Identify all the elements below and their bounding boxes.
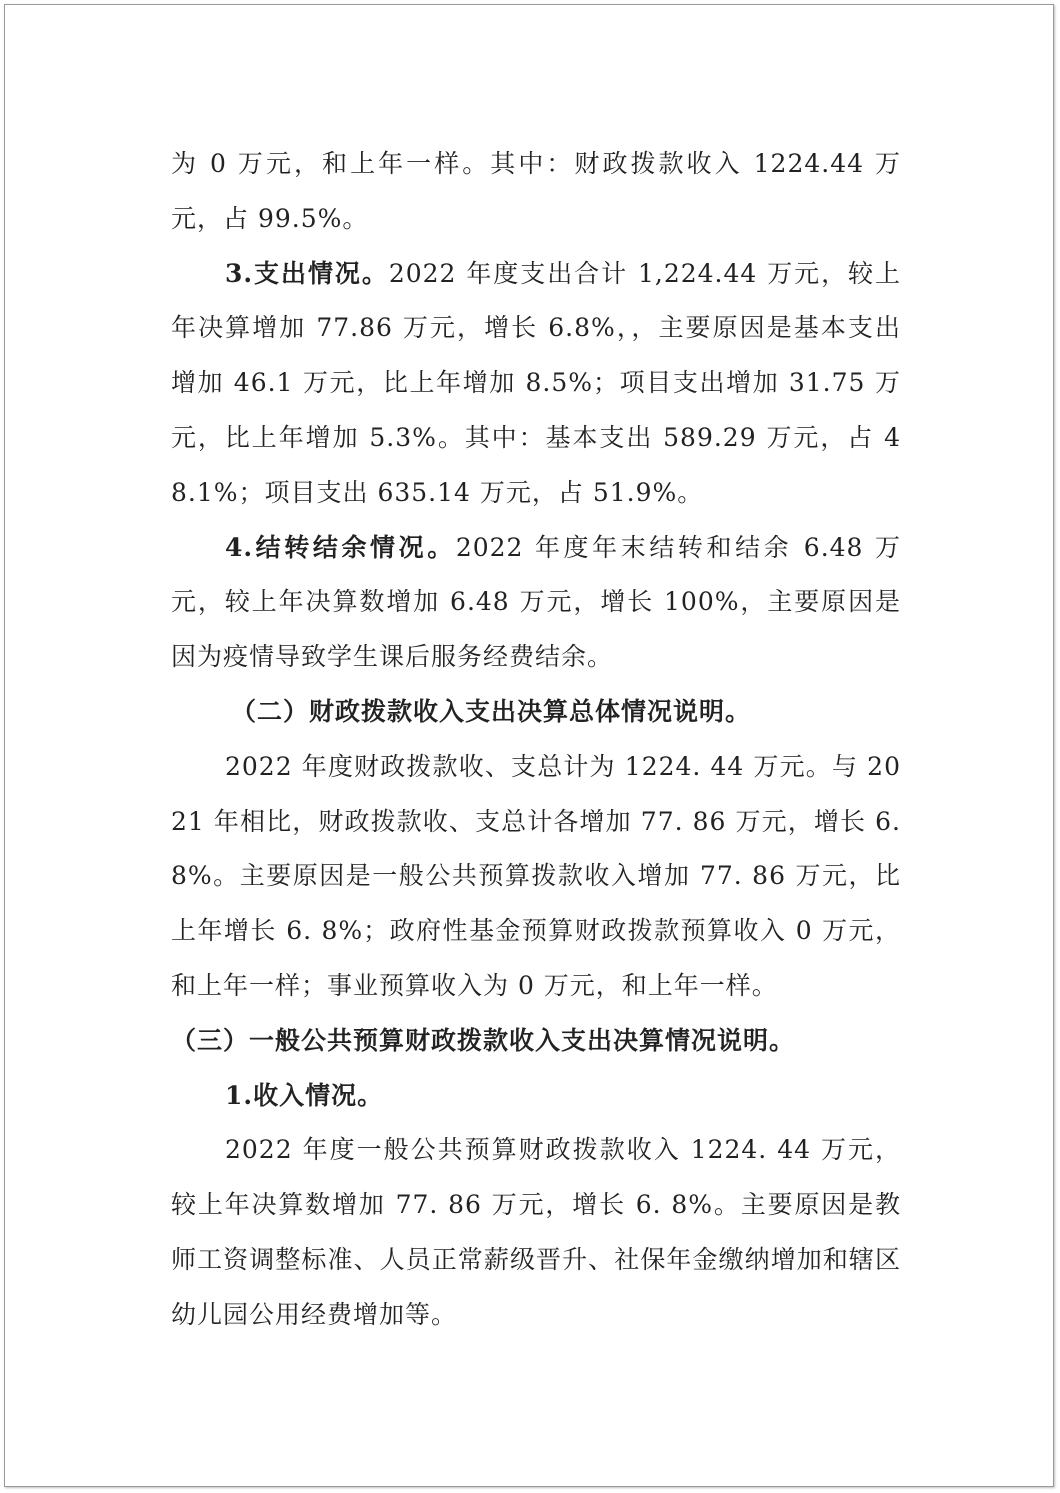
section-2-heading: （二）财政拨款收入支出决算总体情况说明。 xyxy=(231,696,752,726)
paragraph-balance-text: 2022 年度年末结转和结余 6.48 万元，较上年决算数增加 6.48 万元，增长 100%，主要原因是因为疫情导致学生课后服务经费结余。 xyxy=(171,532,901,672)
document-body xyxy=(171,137,901,1343)
paragraph-income: 2022 年度一般公共预算财政拨款收入 1224. 44 万元，较上年决算数增加 77. 86 万元，增长 6. 8%。主要原因是教师工资调整标准、人员正常薪级晋升、社保年金缴纳增加和辖区幼儿园公用经费增加等。 xyxy=(171,1135,901,1329)
paragraph-balance-heading: 4.结转结余情况。 xyxy=(225,532,456,562)
paragraph-expense-text: 2022 年度支出合计 1,224.44 万元，较上年决算增加 77.86 万元，增长 6.8%，，主要原因是基本支出增加 46.1 万元，比上年增加 8.5%；项目支出增加 31.75 万元，比上年增加 5.3%。其中：基本支出 589.29 万元，占 48.1%；项目支出 635.14 万元，占 51.9%。 xyxy=(171,258,902,507)
paragraph-income-tail: 为 0 万元，和上年一样。其中：财政拨款收入 1224.44 万元，占 99.5%。 xyxy=(171,149,901,233)
document-page xyxy=(4,4,1054,1487)
paragraph-expense xyxy=(171,247,901,521)
paragraph-expense-heading: 3.支出情况。 xyxy=(225,258,389,288)
paragraph-balance xyxy=(171,521,901,685)
section-3-heading: （三）一般公共预算财政拨款收入支出决算情况说明。 xyxy=(171,1025,796,1055)
income-heading: 1.收入情况。 xyxy=(225,1080,384,1110)
paragraph-section-2: 2022 年度财政拨款收、支总计为 1224. 44 万元。与 2021 年相比，财政拨款收、支总计各增加 77. 86 万元，增长 6. 8%。主要原因是一般公共预算拨款收入增加 77. 86 万元，比上年增长 6. 8%；政府性基金预算财政拨款预算收入 0 万元，和上年一样；事业预算收入为 0 万元，和上年一样。 xyxy=(171,751,901,1000)
